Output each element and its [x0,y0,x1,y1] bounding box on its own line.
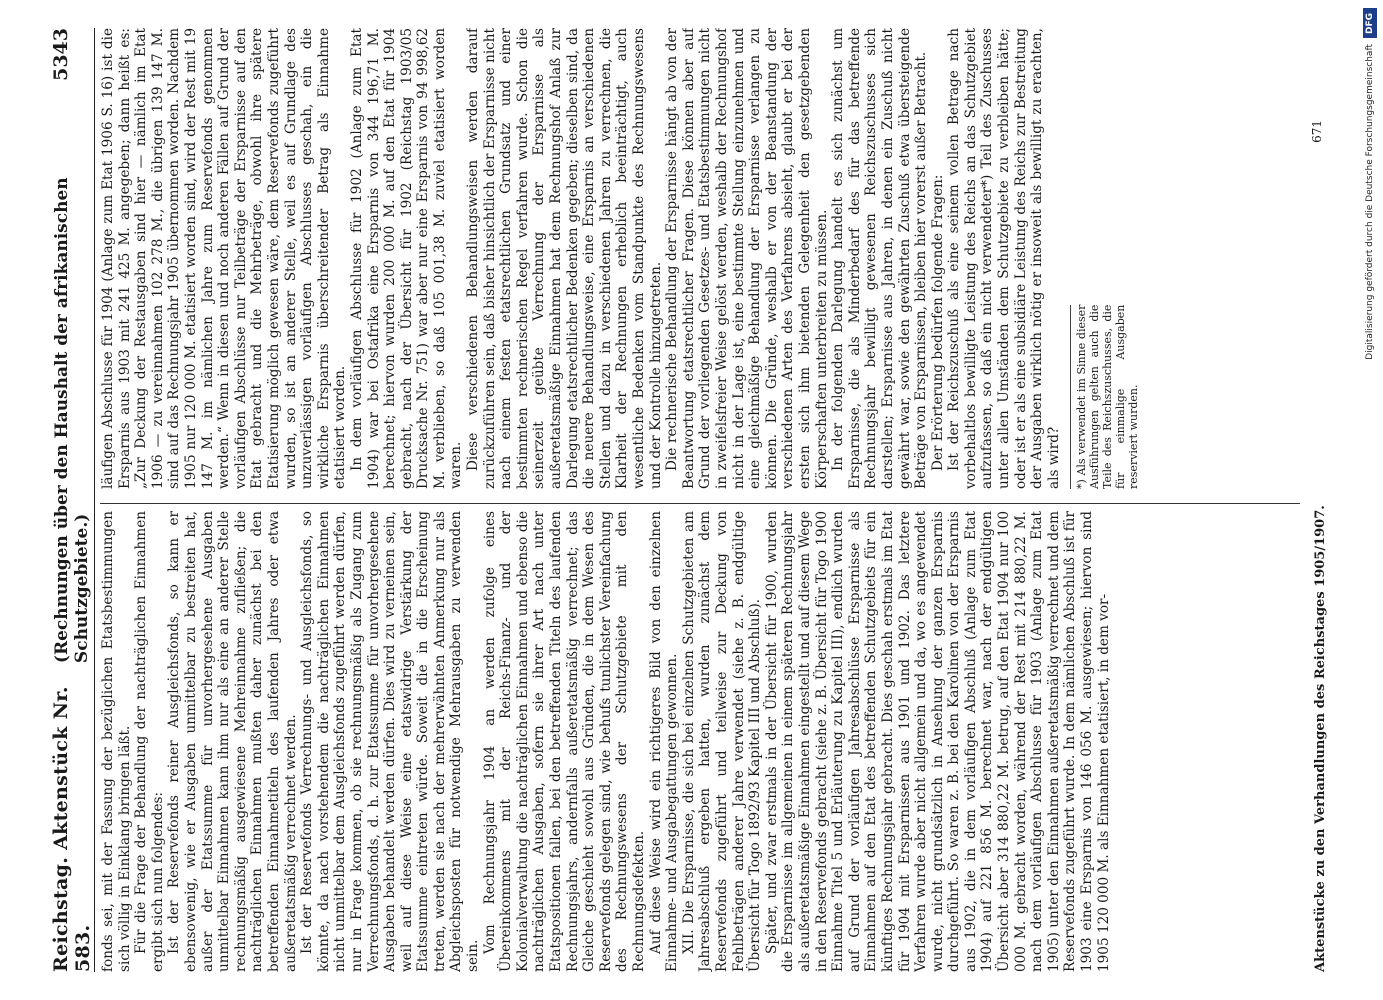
text-columns [100,28,1300,972]
paragraph: Ist der Reservefonds reiner Ausgleichsfonds, so kann er ebensowenig, wie er Ausgaben unmittelbar zu bestreiten hat, außer der Etatssumme für unvorhergesehene Ausgaben unmittelbar Einnahmen kann ihm nur als eine an anderer Stelle rechnungsmäßig ausgewiesene Mehreinnahme zufließen; die nachträglichen Einnahmen mußten daher zunächst bei den betreffenden Einnahmetiteln des laufenden Jahres oder etwa außeretatsmäßig verrechnet werden. [166,511,299,972]
header-page-number: 5343 [50,28,72,81]
paragraph: In dem vorläufigen Abschlusse für 1902 (Anlage zum Etat 1904) war bei Ostafrika eine Ersparnis von 344 196,71 M. berechnet; hiervon wurden 200 000 M. auf den Etat für 1904 gebracht, nach der Übersicht für 1902 (Reichstag 1903/05 Drucksache Nr. 751) war aber nur eine Ersparnis von 94 998,62 M. verblieben, so daß 105 001,38 M. zuviel etatisiert worden waren. [348,28,465,489]
credit-text: Digitalisierung gefördert durch die Deutsche Forschungsgemeinschaft [1365,44,1375,360]
paragraph: Ist der Reservefonds Verrechnungs- und Ausgleichsfonds, so könnte, da nach vorstehendem die nachträglichen Einnahmen nicht unmittelbar dem Ausgleichsfonds zugeführt werden dürfen, nur in Frage kommen, ob sie rechnungsmäßig als Zugang zum Verrechnungsfonds, d. h. zur Etatssumme für unvorhergesehene Ausgaben behandelt werden dürfen. Dies wird zu verneinen sein, weil auf diese Weise eine etatswidrige Verstärkung der Etatssumme eintreten würde. Soweit die in die Erscheinung treten, werden sie nach der mehrerwähnten Anmerkung nur als Abgleichsposten für notwendige Mehrausgaben zu verwenden sein. [299,511,482,972]
footnote: *) Als verwendet im Sinne dieser Ausführungen gelten auch die Teile des Reichszuschusses, die für einmalige Ausgaben reserviert wurden. [1070,305,1140,489]
paragraph: Vom Rechnungsjahr 1904 an werden zufolge eines Übereinkommens mit der Reichs-Finanz- und der Kolonialverwaltung die nachträglichen Einnahmen und ebenso die nachträglichen Ausgaben, sofern sie ihrer Art nach unter Etatspositionen fallen, bei den betreffenden Titeln des laufenden Rechnungsjahrs, andernfalls außeretatsmäßig verrechnet; das Gleiche geschieht sowohl aus Gründen, die in dem Wesen des Reservefonds gelegen sind, wie behufs tunlichster Vereinfachung des Rechnungswesens der Schutzgebiete mit den Rechnungsdefekten. [481,511,647,972]
paragraph: läufigen Abschlusse für 1904 (Anlage zum Etat 1906 S. 16) ist die Ersparnis aus 1903 mit 241 425 M. angegeben; dann heißt es: „Zur Deckung der Restausgaben sind hier — nämlich im Etat 1906 — zu vereinnahmen 102 278 M., die übrigen 139 147 M. sind auf das Rechnungsjahr 1905 übernommen worden. Nachdem 1905 nur 120 000 M. etatisiert worden sind, wird der Rest mit 19 147 M. im nämlichen Jahre zum Reservefonds genommen werden.“ Wenn in diesen und noch anderen Fällen auf Grund der vorläufigen Abschlüsse nur Teilbeträge der Ersparnisse auf den Etat gebracht und die Mehrbeträge, obwohl ihre spätere Etatisierung möglich gewesen wäre, dem Reservefonds zugeführt wurden, so ist an anderer Stelle, weil es auf Grundlage des unzuverlässigen vorläufigen Abschlusses geschah, ein die wirkliche Ersparnis überschreitender Betrag als Einnahme etatisiert worden. [100,28,349,489]
header-title: Reichstag. Aktenstück Nr. 583. [50,686,94,972]
paragraph: Der Erörterung bedürfen folgende Fragen: [929,174,946,471]
text-column-left [100,511,1300,972]
paragraph: Die rechnerische Behandlung der Ersparnisse hängt ab von der Beantwortung etatsrechtlicher Fragen. Diese können aber auf Grund der vorliegenden Gesetzes- und Etatsbestimmungen nicht in zweifelsfreier Weise gelöst werden, weshalb der Rechnungshof nicht in der Lage ist, eine bestimmte Stellung einzunehmen und eine gleichmäßige Behandlung der Ersparnisse verlangen zu können. Die Gründe, weshalb er von der Beanstandung der verschiedenen Arten des Verfahrens absieht, glaubt er bei der ersten sich ihm bietenden Gelegenheit den gesetzgebenden Körperschaften unterbreiten zu müssen. [664,28,830,489]
paragraph: Diese verschiedenen Behandlungsweisen werden darauf zurückzuführen sein, daß bisher hinsichtlich der Ersparnisse nicht nach einem festen etatsrechtlichen Grundsatz und einer bestimmten rechnerischen Regel verfahren wurde. Schon die seinerzeit geübte Verrechnung der Ersparnisse als außeretatsmäßige Einnahmen hat dem Rechnungshof Anlaß zur Darlegung etatsrechtlicher Bedenken gegeben; dieselben sind, da die neuere Behandlungsweise, eine Ersparnis an verschiedenen Stellen und dazu in verschiedenen Jahren zu verrechnen, die Klarheit der Rechnungen erheblich beeinträchtigt, auch wesentliche Bedenken vom Standpunkte des Rechnungswesens und der Kontrolle hinzugetreten. [465,28,664,489]
digitization-credit [1361,8,1379,988]
page-header [50,28,95,972]
paragraph: XII. Die Ersparnisse, die sich bei einzelnen Schutzgebieten am Jahresabschluß ergeben hatten, wurden zunächst dem Reservefonds zugeführt und teilweise zur Deckung von Fehlbeträgen anderer Jahre verwendet (siehe z. B. endgültige Übersicht für Togo 1892/93 Kapitel III und Abschluß). [680,511,764,972]
paragraph: Ist der Reichszuschuß als eine seinem vollen Betrage nach vorbehaltlos bewilligte Leistung des Reichs an das Schutzgebiet aufzufassen, so daß ein nicht verwendeter*) Teil des Zuschusses unter allen Umständen dem Schutzgebiete zu verbleiben hätte; oder ist er als eine subsidiäre Leistung des Reichs zur Bestreitung der Ausgaben wirklich nötig er insoweit als bewilligt zu erachten, als wird? [946,28,1062,489]
paragraph: Für die Frage der Behandlung der nachträglichen Einnahmen ergibt sich nun folgendes: [133,511,166,972]
paragraph: Auf diese Weise wird ein richtigeres Bild von den einzelnen Einnahme- und Ausgabegattungen gewonnen. [647,511,681,972]
footer-source: Aktenstücke zu den Verhandlungen des Reichstages 1905/1907. [1313,505,1328,972]
paragraph: Später, und zwar erstmals in der Übersicht für 1900, wurden die Ersparnisse im allgemeinen in einem späteren Rechnungsjahr als außeretatsmäßige Einnahmen eingestellt und auf diesem Wege in den Reservefonds gebracht (siehe z. B. Übersicht für Togo 1900 Einnahme Titel 5 und Erläuterung zu Kapitel III), endlich wurden auf Grund der vorläufigen Jahresabschlüsse Ersparnisse als Einnahmen auf den Etat des betreffenden Schutzgebiets für ein künftiges Rechnungsjahr gebracht. Dies geschah erstmals im Etat für 1904 mit Ersparnissen aus 1901 und 1902. Das letztere Verfahren wurde aber nicht allgemein und da, wo es angewendet wurde, nicht grundsätzlich in Ansehung der ganzen Ersparnis durchgeführt. So waren z. B. bei den Karolinen von der Ersparnis aus 1902, die in dem vorläufigen Abschluß (Anlage zum Etat 1904) auf 221 856 M. berechnet war, nach der endgültigen Übersicht aber 314 880,22 M. betrug, auf den Etat 1904 nur 100 000 M. gebracht worden, während der Rest mit 214 880,22 M. nach dem vorläufigen Abschlusse für 1903 (Anlage zum Etat 1905) unter den Einnahmen außeretatsmäßig verrechnet und dem Reservefonds zugeführt wurde. In dem nämlichen Abschluß ist für 1903 eine Ersparnis von 146 056 M. ausgewiesen; hiervon sind 1905 120 000 M. als Einnahmen etatisiert, in dem vor- [763,511,1112,972]
dfg-logo-icon: DFG [1363,8,1377,38]
paragraph: In der folgenden Darlegung handelt es sich zunächst um Ersparnisse, die als Minderbedarf des für das betreffende Rechnungsjahr bewilligt gewesenen Reichszuschusses sich darstellen; Ersparnisse aus Jahren, in denen ein Zuschuß nicht gewährt war, sowie den gewährten Zuschuß etwa übersteigende Beträge von Ersparnissen, bleiben hier vorerst außer Betracht. [830,28,930,489]
text-column-right [100,28,1300,489]
header-subtitle: (Rechnungen über den Haushalt der afrikanischen Schutzgebiete.) [52,177,92,664]
footer-page-number: 671 [1310,120,1324,143]
paragraph: fonds sei, mit der Fassung der bezüglichen Etatsbestimmungen sich völlig in Einklang bringen läßt. [100,511,133,972]
